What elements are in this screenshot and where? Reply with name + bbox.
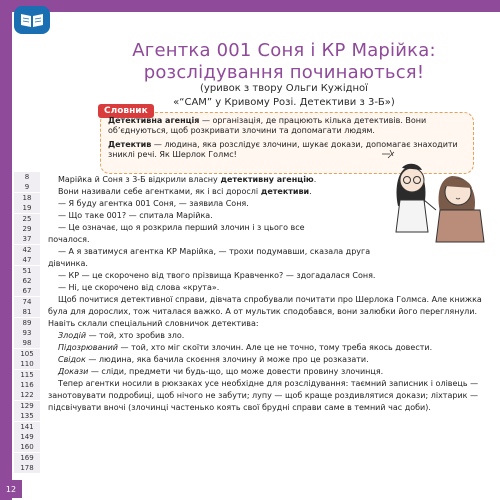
paragraph	[48, 186, 348, 198]
paragraph: — Це означає, що я розкрила перший злочин і з цього все почалося.	[48, 223, 305, 244]
term: Докази	[58, 367, 89, 376]
term: Підозрюваний	[58, 343, 118, 352]
definition: — той, хто зробив зло.	[86, 331, 185, 340]
line-number: 29	[14, 224, 40, 234]
paragraph-text: Вони називали себе агентками, як і всі дорослі	[58, 187, 259, 196]
paragraph-text: Марійка й Соня з 3-Б відкрили власну	[58, 175, 218, 184]
paragraph: — Що таке 001? — спитала Марійка.	[58, 211, 213, 220]
line-number: 141	[14, 422, 40, 432]
paragraph: Щоб почитися детективної справи, дівчата спробували почитати про Шерлока Голмса. Але книжка була для дорослих, тож читалася важко. А от мультик сподобався, вони залюбки його переглянули. Навіть склали спеціальний словничок детектива:	[48, 295, 482, 328]
line-number: 115	[14, 370, 40, 380]
line-number: 98	[14, 338, 40, 348]
line-number: 93	[14, 328, 40, 338]
dictionary-term: Детектив	[108, 140, 152, 149]
dictionary-term: Детективна агенція	[108, 116, 200, 125]
line-number: 135	[14, 411, 40, 421]
line-number: 51	[14, 266, 40, 276]
story-text	[48, 174, 496, 414]
title-line-2: розслідування починаються!	[143, 62, 425, 83]
paragraph: — Ні, це скорочено від слова «крута».	[58, 283, 220, 292]
page-title	[72, 40, 496, 84]
paragraph	[48, 342, 496, 354]
line-number: 9	[14, 182, 40, 192]
paragraph: Тепер агентки носили в рюкзаках усе необхідне для розслідування: таємний записник і олівець — занотовувати подробиці, щоб нічого не забути; лупу — щоб краще роздивлятися докази; ліхтарик — підсвічувати вночі (злочинці частенько коять свої брудні справи саме в темний час доби).	[48, 379, 479, 412]
definition: — той, хто міг скоїти злочин. Але це не точно, тому треба якось довести.	[117, 343, 433, 352]
paragraph: — Я буду агентка 001 Соня, — заявила Соня.	[58, 199, 249, 208]
bold-term: детективну агенцію	[217, 175, 314, 184]
line-number: 19	[14, 203, 40, 213]
line-number: 47	[14, 255, 40, 265]
paragraph	[48, 366, 496, 378]
line-number: 8	[14, 172, 40, 182]
line-number: 160	[14, 442, 40, 452]
line-number: 62	[14, 276, 40, 286]
line-number: 37	[14, 234, 40, 244]
definition: — людина, яка бачила скоєння злочину й може про це розказати.	[85, 355, 369, 364]
line-number: 67	[14, 286, 40, 296]
line-number: 178	[14, 463, 40, 473]
page-number: 12	[0, 480, 22, 498]
paragraph	[48, 330, 496, 342]
line-number: 169	[14, 453, 40, 463]
line-number: 18	[14, 193, 40, 203]
top-band	[0, 0, 500, 12]
dictionary-tag: Словник	[98, 104, 154, 118]
term: Свідок	[58, 355, 86, 364]
paragraph: — КР — це скорочено від твого прізвища Кравченко? — здогадалася Соня.	[58, 271, 376, 280]
title-line-1: Агентка 001 Соня і КР Марійка:	[132, 40, 436, 61]
term: Злодій	[58, 331, 87, 340]
paragraph: — А я зватимуся агентка КР Марійка, — трохи подумавши, сказала друга дівчинка.	[48, 247, 371, 268]
paragraph-text: .	[309, 187, 312, 196]
line-number: 116	[14, 380, 40, 390]
source-line-2: «“САМ” у Кривому Розі. Детективи з 3-Б»)	[173, 97, 395, 108]
line-number: 74	[14, 297, 40, 307]
paragraph	[48, 174, 348, 186]
source-line-1: (уривок з твору Ольги Кужідної	[200, 83, 368, 94]
line-number: 149	[14, 432, 40, 442]
line-number: 42	[14, 245, 40, 255]
paragraph-text: .	[313, 175, 317, 184]
dictionary-definition: — організація, де працюють кілька детективів. Вони об’єднуються, щоб розкривати злочини та допомагати людям.	[108, 116, 427, 135]
dictionary-definition: — людина, яка розслідує злочини, шукає докази, допомагає знаходити зниклі речі. Як Шерлок Голмс!	[108, 140, 458, 159]
definition: — сліди, предмети чи будь-що, що може довести провину злочинця.	[88, 367, 384, 376]
paragraph	[48, 354, 496, 366]
line-number: 89	[14, 318, 40, 328]
book-icon	[14, 6, 50, 34]
line-number: 25	[14, 214, 40, 224]
line-number: 122	[14, 390, 40, 400]
bold-term: детективи	[258, 187, 310, 196]
line-number: 110	[14, 359, 40, 369]
left-rail	[0, 0, 12, 500]
line-number: 129	[14, 401, 40, 411]
line-number: 81	[14, 307, 40, 317]
line-number: 105	[14, 349, 40, 359]
